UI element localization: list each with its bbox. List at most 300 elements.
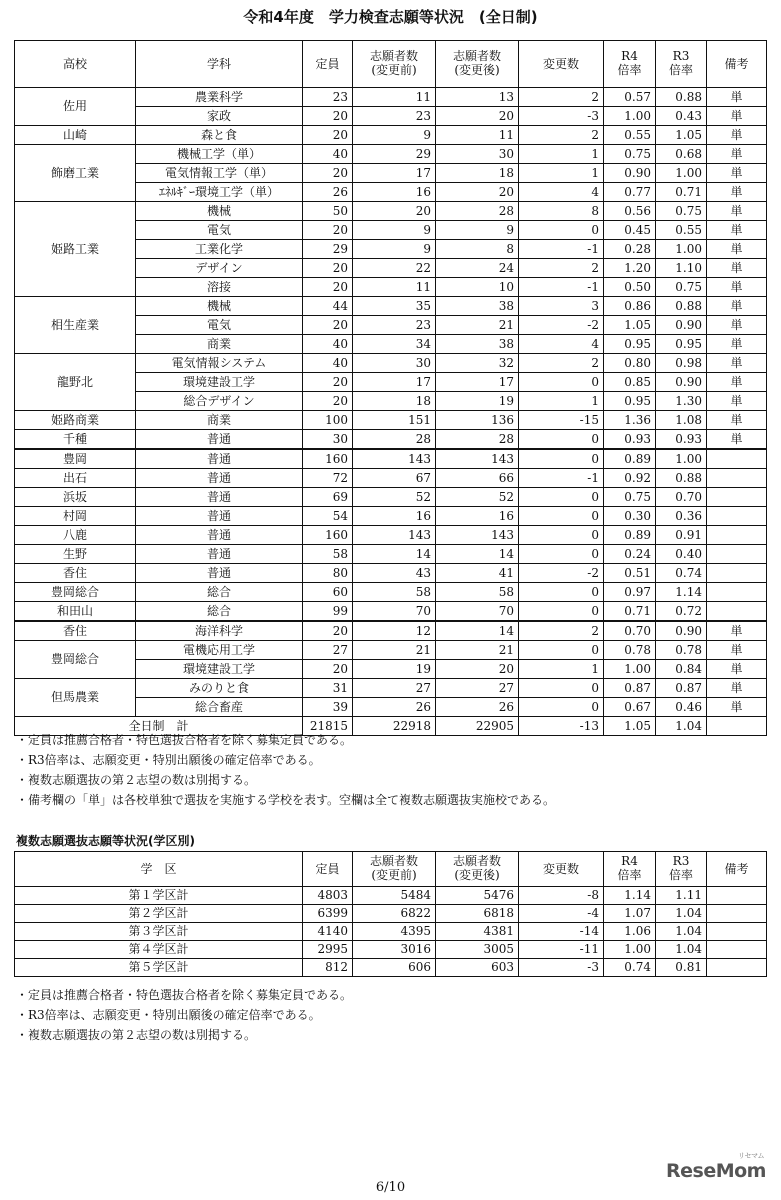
note-cell: 単 — [707, 278, 767, 297]
district-name-cell: 第３学区計 — [15, 923, 303, 941]
change-cell: 1 — [519, 660, 604, 679]
change-cell: 0 — [519, 526, 604, 545]
r3-ratio-cell: 1.30 — [656, 392, 707, 411]
r3-ratio-cell: 0.70 — [656, 488, 707, 507]
r3-ratio-cell: 0.91 — [656, 526, 707, 545]
table-row — [15, 583, 767, 602]
district-name-cell: 第１学区計 — [15, 887, 303, 905]
district-before-cell: 606 — [353, 959, 436, 977]
header-apply-after: 志願者数 (変更後) — [436, 41, 519, 88]
header-r3: R3 倍率 — [656, 41, 707, 88]
notes-district — [16, 985, 352, 1045]
apply-before-cell: 30 — [353, 354, 436, 373]
change-cell: 0 — [519, 373, 604, 392]
r3-ratio-cell: 1.00 — [656, 240, 707, 259]
apply-after-cell: 13 — [436, 88, 519, 107]
apply-after-cell: 30 — [436, 145, 519, 164]
r4-ratio-cell: 0.87 — [604, 679, 656, 698]
district-cap-cell: 6399 — [303, 905, 353, 923]
r4-ratio-cell: 0.75 — [604, 145, 656, 164]
change-cell: 2 — [519, 621, 604, 641]
note-cell: 単 — [707, 316, 767, 335]
header-r4: R4 倍率 — [604, 41, 656, 88]
table-row — [15, 354, 767, 373]
apply-before-cell: 35 — [353, 297, 436, 316]
district-r4-cell: 1.00 — [604, 941, 656, 959]
r4-ratio-cell: 0.51 — [604, 564, 656, 583]
apply-before-cell: 17 — [353, 373, 436, 392]
r4-ratio-cell: 1.00 — [604, 107, 656, 126]
apply-after-cell: 18 — [436, 164, 519, 183]
change-cell: 4 — [519, 183, 604, 202]
school-name-cell: 村岡 — [15, 507, 136, 526]
r3-ratio-cell: 0.88 — [656, 469, 707, 488]
district-cap-cell: 4140 — [303, 923, 353, 941]
district-name-cell: 第４学区計 — [15, 941, 303, 959]
change-cell: -2 — [519, 316, 604, 335]
change-cell: 1 — [519, 392, 604, 411]
r3-ratio-cell: 0.87 — [656, 679, 707, 698]
course-cell: 普通 — [136, 545, 303, 564]
r4-ratio-cell: 0.86 — [604, 297, 656, 316]
apply-before-cell: 23 — [353, 107, 436, 126]
course-cell: 電機応用工学 — [136, 641, 303, 660]
header-apply-before: 志願者数 (変更前) — [353, 41, 436, 88]
header-change: 変更数 — [519, 852, 604, 887]
note-cell: 単 — [707, 430, 767, 450]
change-cell: 0 — [519, 430, 604, 450]
district-cap-cell: 2995 — [303, 941, 353, 959]
resemom-logo: リセマム ReseMom — [666, 1152, 766, 1182]
note-cell — [707, 488, 767, 507]
district-after-cell: 4381 — [436, 923, 519, 941]
change-cell: 0 — [519, 641, 604, 660]
district-name-cell: 第５学区計 — [15, 959, 303, 977]
note-cell — [707, 526, 767, 545]
apply-before-cell: 70 — [353, 602, 436, 622]
apply-after-cell: 38 — [436, 297, 519, 316]
r3-ratio-cell: 0.90 — [656, 316, 707, 335]
r3-ratio-cell: 0.71 — [656, 183, 707, 202]
note-cell — [707, 507, 767, 526]
course-cell: 普通 — [136, 449, 303, 469]
capacity-cell: 29 — [303, 240, 353, 259]
apply-before-cell: 9 — [353, 221, 436, 240]
header-apply-after: 志願者数 (変更後) — [436, 852, 519, 887]
note-cell: 単 — [707, 297, 767, 316]
note-cell — [707, 545, 767, 564]
capacity-cell: 20 — [303, 164, 353, 183]
course-cell: 電気 — [136, 316, 303, 335]
r4-ratio-cell: 0.77 — [604, 183, 656, 202]
r3-ratio-cell: 0.40 — [656, 545, 707, 564]
note-line: ・複数志願選抜の第２志望の数は別掲する。 — [16, 773, 257, 787]
change-cell: 0 — [519, 221, 604, 240]
note-line: ・定員は推薦合格者・特色選抜合格者を除く募集定員である。 — [16, 733, 353, 747]
course-cell: 電気情報システム — [136, 354, 303, 373]
district-r3-cell: 1.04 — [656, 905, 707, 923]
school-name-cell: 佐用 — [15, 88, 136, 126]
header-change: 変更数 — [519, 41, 604, 88]
r3-ratio-cell: 0.68 — [656, 145, 707, 164]
r4-ratio-cell: 0.80 — [604, 354, 656, 373]
district-after-cell: 3005 — [436, 941, 519, 959]
header-capacity: 定員 — [303, 852, 353, 887]
change-cell: 0 — [519, 488, 604, 507]
capacity-cell: 20 — [303, 221, 353, 240]
course-cell: 総合 — [136, 583, 303, 602]
r3-ratio-cell: 0.90 — [656, 621, 707, 641]
apply-after-cell: 8 — [436, 240, 519, 259]
school-name-cell: 豊岡 — [15, 449, 136, 469]
r3-ratio-cell: 0.55 — [656, 221, 707, 240]
r4-ratio-cell: 0.57 — [604, 88, 656, 107]
apply-before-cell: 12 — [353, 621, 436, 641]
page-number: 6/10 — [375, 1180, 406, 1195]
table-row — [15, 941, 767, 959]
school-name-cell: 姫路工業 — [15, 202, 136, 297]
total-r4-cell: 1.05 — [604, 717, 656, 736]
table-header-row — [15, 41, 767, 88]
header-course: 学科 — [136, 41, 303, 88]
total-label: 全日制 計 — [15, 717, 303, 736]
r3-ratio-cell: 0.84 — [656, 660, 707, 679]
school-name-cell: 香住 — [15, 621, 136, 641]
apply-before-cell: 19 — [353, 660, 436, 679]
district-before-cell: 3016 — [353, 941, 436, 959]
apply-after-cell: 136 — [436, 411, 519, 430]
apply-before-cell: 143 — [353, 526, 436, 545]
apply-before-cell: 14 — [353, 545, 436, 564]
r3-ratio-cell: 0.78 — [656, 641, 707, 660]
r4-ratio-cell: 1.20 — [604, 259, 656, 278]
apply-after-cell: 32 — [436, 354, 519, 373]
r3-ratio-cell: 1.05 — [656, 126, 707, 145]
change-cell: 0 — [519, 679, 604, 698]
capacity-cell: 20 — [303, 126, 353, 145]
header-district: 学 区 — [15, 852, 303, 887]
note-line: ・備考欄の「単」は各校単独で選抜を実施する学校を表す。空欄は全て複数志願選抜実施校である。 — [16, 793, 556, 807]
total-after-cell: 22905 — [436, 717, 519, 736]
change-cell: 0 — [519, 602, 604, 622]
total-cap-cell: 21815 — [303, 717, 353, 736]
note-cell: 単 — [707, 373, 767, 392]
capacity-cell: 31 — [303, 679, 353, 698]
change-cell: 0 — [519, 698, 604, 717]
change-cell: 3 — [519, 297, 604, 316]
apply-before-cell: 16 — [353, 507, 436, 526]
header-note: 備考 — [707, 852, 767, 887]
r4-ratio-cell: 0.75 — [604, 488, 656, 507]
table-row — [15, 202, 767, 221]
total-r3-cell: 1.04 — [656, 717, 707, 736]
note-cell: 単 — [707, 392, 767, 411]
table-row — [15, 602, 767, 622]
apply-before-cell: 26 — [353, 698, 436, 717]
capacity-cell: 20 — [303, 316, 353, 335]
district-before-cell: 6822 — [353, 905, 436, 923]
capacity-cell: 99 — [303, 602, 353, 622]
total-note-cell — [707, 717, 767, 736]
r3-ratio-cell: 1.08 — [656, 411, 707, 430]
total-before-cell: 22918 — [353, 717, 436, 736]
district-r3-cell: 1.04 — [656, 923, 707, 941]
district-table — [14, 851, 767, 977]
note-cell: 単 — [707, 126, 767, 145]
header-apply-before: 志願者数 (変更前) — [353, 852, 436, 887]
note-cell: 単 — [707, 221, 767, 240]
school-name-cell: 生野 — [15, 545, 136, 564]
capacity-cell: 26 — [303, 183, 353, 202]
r4-ratio-cell: 0.78 — [604, 641, 656, 660]
table-row — [15, 411, 767, 430]
course-cell: デザイン — [136, 259, 303, 278]
school-name-cell: 香住 — [15, 564, 136, 583]
r3-ratio-cell: 0.43 — [656, 107, 707, 126]
capacity-cell: 20 — [303, 278, 353, 297]
header-capacity: 定員 — [303, 41, 353, 88]
note-cell — [707, 564, 767, 583]
course-cell: 普通 — [136, 430, 303, 450]
r4-ratio-cell: 0.89 — [604, 449, 656, 469]
school-name-cell: 和田山 — [15, 602, 136, 622]
r3-ratio-cell: 0.75 — [656, 202, 707, 221]
header-school: 高校 — [15, 41, 136, 88]
course-cell: 電気 — [136, 221, 303, 240]
header-note: 備考 — [707, 41, 767, 88]
table-row — [15, 621, 767, 641]
r4-ratio-cell: 0.67 — [604, 698, 656, 717]
header-r3: R3 倍率 — [656, 852, 707, 887]
apply-after-cell: 10 — [436, 278, 519, 297]
r4-ratio-cell: 0.89 — [604, 526, 656, 545]
apply-after-cell: 20 — [436, 660, 519, 679]
school-name-cell: 山崎 — [15, 126, 136, 145]
district-chg-cell: -11 — [519, 941, 604, 959]
district-cap-cell: 4803 — [303, 887, 353, 905]
district-chg-cell: -8 — [519, 887, 604, 905]
note-line: ・複数志願選抜の第２志望の数は別掲する。 — [16, 1028, 257, 1042]
course-cell: 農業科学 — [136, 88, 303, 107]
table-row — [15, 679, 767, 698]
apply-after-cell: 27 — [436, 679, 519, 698]
capacity-cell: 40 — [303, 145, 353, 164]
note-cell: 単 — [707, 621, 767, 641]
table-row — [15, 526, 767, 545]
note-cell: 単 — [707, 641, 767, 660]
r4-ratio-cell: 0.50 — [604, 278, 656, 297]
r4-ratio-cell: 0.28 — [604, 240, 656, 259]
apply-before-cell: 58 — [353, 583, 436, 602]
apply-after-cell: 52 — [436, 488, 519, 507]
note-cell: 単 — [707, 335, 767, 354]
course-cell: 環境建設工学 — [136, 660, 303, 679]
change-cell: 1 — [519, 145, 604, 164]
table-header-row — [15, 852, 767, 887]
district-cap-cell: 812 — [303, 959, 353, 977]
course-cell: 商業 — [136, 411, 303, 430]
table-row — [15, 507, 767, 526]
capacity-cell: 72 — [303, 469, 353, 488]
apply-after-cell: 14 — [436, 545, 519, 564]
apply-before-cell: 11 — [353, 278, 436, 297]
district-r3-cell: 0.81 — [656, 959, 707, 977]
apply-after-cell: 143 — [436, 449, 519, 469]
course-cell: 総合デザイン — [136, 392, 303, 411]
r3-ratio-cell: 0.95 — [656, 335, 707, 354]
r3-ratio-cell: 0.90 — [656, 373, 707, 392]
capacity-cell: 20 — [303, 392, 353, 411]
apply-before-cell: 18 — [353, 392, 436, 411]
course-cell: 工業化学 — [136, 240, 303, 259]
table-row — [15, 88, 767, 107]
section-subtitle: 複数志願選抜志願等状況(学区別) — [16, 834, 195, 848]
apply-before-cell: 143 — [353, 449, 436, 469]
apply-before-cell: 28 — [353, 430, 436, 450]
table-row — [15, 449, 767, 469]
school-name-cell: 龍野北 — [15, 354, 136, 411]
r3-ratio-cell: 1.14 — [656, 583, 707, 602]
capacity-cell: 44 — [303, 297, 353, 316]
apply-before-cell: 67 — [353, 469, 436, 488]
table-row — [15, 297, 767, 316]
district-before-cell: 4395 — [353, 923, 436, 941]
apply-after-cell: 70 — [436, 602, 519, 622]
r4-ratio-cell: 0.45 — [604, 221, 656, 240]
r4-ratio-cell: 1.05 — [604, 316, 656, 335]
change-cell: -2 — [519, 564, 604, 583]
r3-ratio-cell: 0.88 — [656, 297, 707, 316]
course-cell: 総合 — [136, 602, 303, 622]
r4-ratio-cell: 0.95 — [604, 392, 656, 411]
r3-ratio-cell: 0.72 — [656, 602, 707, 622]
course-cell: 機械 — [136, 202, 303, 221]
apply-after-cell: 16 — [436, 507, 519, 526]
r4-ratio-cell: 0.70 — [604, 621, 656, 641]
header-r4: R4 倍率 — [604, 852, 656, 887]
apply-after-cell: 19 — [436, 392, 519, 411]
district-after-cell: 603 — [436, 959, 519, 977]
capacity-cell: 60 — [303, 583, 353, 602]
apply-after-cell: 21 — [436, 641, 519, 660]
course-cell: 海洋科学 — [136, 621, 303, 641]
capacity-cell: 27 — [303, 641, 353, 660]
district-r3-cell: 1.11 — [656, 887, 707, 905]
district-note-cell — [707, 941, 767, 959]
note-line: ・R3倍率は、志願変更・特別出願後の確定倍率である。 — [16, 1008, 321, 1022]
course-cell: 森と食 — [136, 126, 303, 145]
district-before-cell: 5484 — [353, 887, 436, 905]
district-r4-cell: 1.14 — [604, 887, 656, 905]
r3-ratio-cell: 0.36 — [656, 507, 707, 526]
apply-before-cell: 16 — [353, 183, 436, 202]
capacity-cell: 40 — [303, 354, 353, 373]
r3-ratio-cell: 1.10 — [656, 259, 707, 278]
district-note-cell — [707, 905, 767, 923]
course-cell: 普通 — [136, 564, 303, 583]
course-cell: みのりと食 — [136, 679, 303, 698]
school-name-cell: 千種 — [15, 430, 136, 450]
change-cell: 2 — [519, 259, 604, 278]
apply-after-cell: 38 — [436, 335, 519, 354]
change-cell: -3 — [519, 107, 604, 126]
table-row — [15, 564, 767, 583]
r4-ratio-cell: 0.55 — [604, 126, 656, 145]
course-cell: 環境建設工学 — [136, 373, 303, 392]
apply-before-cell: 27 — [353, 679, 436, 698]
r4-ratio-cell: 0.85 — [604, 373, 656, 392]
change-cell: 2 — [519, 354, 604, 373]
district-after-cell: 5476 — [436, 887, 519, 905]
r3-ratio-cell: 0.88 — [656, 88, 707, 107]
school-name-cell: 豊岡総合 — [15, 641, 136, 679]
district-chg-cell: -3 — [519, 959, 604, 977]
school-name-cell: 飾磨工業 — [15, 145, 136, 202]
table-row — [15, 126, 767, 145]
course-cell: ｴﾈﾙｷﾞｰ環境工学（単） — [136, 183, 303, 202]
apply-after-cell: 28 — [436, 202, 519, 221]
table-row — [15, 545, 767, 564]
note-cell: 単 — [707, 183, 767, 202]
change-cell: 0 — [519, 449, 604, 469]
course-cell: 普通 — [136, 488, 303, 507]
apply-after-cell: 41 — [436, 564, 519, 583]
school-name-cell: 姫路商業 — [15, 411, 136, 430]
course-cell: 普通 — [136, 507, 303, 526]
school-name-cell: 相生産業 — [15, 297, 136, 354]
change-cell: 1 — [519, 164, 604, 183]
capacity-cell: 69 — [303, 488, 353, 507]
total-chg-cell: -13 — [519, 717, 604, 736]
school-name-cell: 出石 — [15, 469, 136, 488]
district-note-cell — [707, 923, 767, 941]
table-row — [15, 430, 767, 450]
district-chg-cell: -4 — [519, 905, 604, 923]
apply-after-cell: 58 — [436, 583, 519, 602]
change-cell: 0 — [519, 545, 604, 564]
apply-after-cell: 9 — [436, 221, 519, 240]
capacity-cell: 20 — [303, 660, 353, 679]
note-cell: 単 — [707, 259, 767, 278]
course-cell: 溶接 — [136, 278, 303, 297]
r3-ratio-cell: 0.98 — [656, 354, 707, 373]
district-r4-cell: 1.06 — [604, 923, 656, 941]
capacity-cell: 20 — [303, 373, 353, 392]
table-row — [15, 887, 767, 905]
table-row — [15, 469, 767, 488]
school-name-cell: 豊岡総合 — [15, 583, 136, 602]
apply-after-cell: 17 — [436, 373, 519, 392]
capacity-cell: 20 — [303, 259, 353, 278]
application-table — [14, 40, 767, 736]
apply-after-cell: 66 — [436, 469, 519, 488]
page-title: 令和4年度 学力検査志願等状況 (全日制) — [243, 8, 538, 26]
district-note-cell — [707, 959, 767, 977]
apply-before-cell: 52 — [353, 488, 436, 507]
change-cell: 4 — [519, 335, 604, 354]
apply-after-cell: 14 — [436, 621, 519, 641]
apply-before-cell: 17 — [353, 164, 436, 183]
note-cell: 単 — [707, 698, 767, 717]
r3-ratio-cell: 0.74 — [656, 564, 707, 583]
note-cell: 単 — [707, 164, 767, 183]
course-cell: 家政 — [136, 107, 303, 126]
capacity-cell: 23 — [303, 88, 353, 107]
apply-after-cell: 143 — [436, 526, 519, 545]
change-cell: 8 — [519, 202, 604, 221]
change-cell: 0 — [519, 507, 604, 526]
r4-ratio-cell: 0.90 — [604, 164, 656, 183]
